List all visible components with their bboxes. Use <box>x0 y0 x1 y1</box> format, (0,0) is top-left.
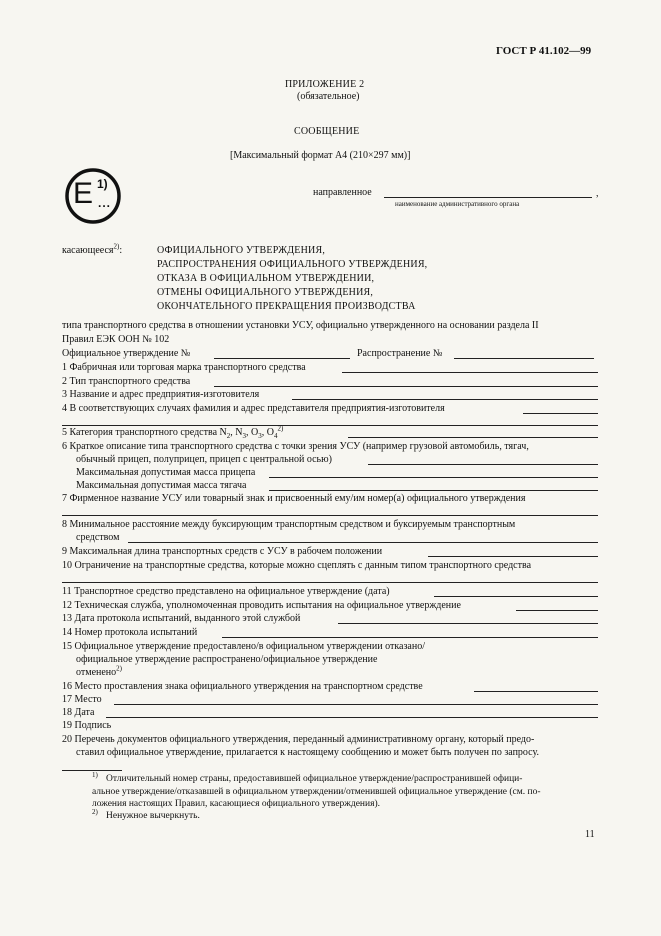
approval-mark-icon <box>62 168 126 224</box>
item-14-field[interactable] <box>222 637 598 638</box>
concerning-option-refusal: ОТКАЗА В ОФИЦИАЛЬНОМ УТВЕРЖДЕНИИ, <box>157 273 375 284</box>
item-10-label: 10 Ограничение на транспортные средства, которые можно сцеплять с данным типом транспортного средства <box>62 560 532 571</box>
sent-by-caption: наименование административного органа <box>395 200 520 208</box>
item-15-label-line-2: официальное утверждение распространено/официальное утверждение <box>76 654 378 665</box>
item-19-label: 19 Подпись <box>62 720 112 731</box>
intro-line-2: Правил ЕЭК ООН № 102 <box>62 334 170 345</box>
item-17-place-field[interactable] <box>114 704 598 705</box>
footnote-1-line-2: альное утверждение/отказавшей в официальном утверждении/отменившей официальное утверждение (см. по- <box>92 787 541 797</box>
item-6-description-field[interactable] <box>368 464 598 465</box>
item-15-label-line-1: 15 Официальное утверждение предоставлено/в официальном утверждении отказано/ <box>62 641 425 652</box>
approval-number-label: Официальное утверждение № <box>62 348 191 359</box>
footnote-2-line-1: Ненужное вычеркнуть. <box>106 811 200 821</box>
item-2-label: 2 Тип транспортного средства <box>62 376 191 387</box>
item-13-label: 13 Дата протокола испытаний, выданного этой службой <box>62 613 301 624</box>
item-9-label: 9 Максимальная длина транспортных средств с УСУ в рабочем положении <box>62 546 383 557</box>
item-20-label-line-1: 20 Перечень документов официального утверждения, переданный административному органу, который предо- <box>62 734 535 745</box>
footnote-2-marker: 2) <box>92 808 98 816</box>
item-5-label: 5 Категория транспортного средства $N_2$, $N_3$, $O_3$, $O_4^{2)}$ <box>62 424 284 440</box>
intro-line-1: типа транспортного средства в отношении установки УСУ, официально утвержденного на основании раздела II <box>62 320 539 331</box>
towing-max-mass-label: Максимальная допустимая масса тягача <box>76 480 247 491</box>
item-1-field[interactable] <box>342 372 598 373</box>
footnote-1-line-1: Отличительный номер страны, предоставившей официальное утверждение/распространившей офици- <box>106 774 523 784</box>
sent-by-comma: , <box>596 188 599 199</box>
form-title: СООБЩЕНИЕ <box>294 126 360 137</box>
mark-dots: ... <box>98 196 112 210</box>
item-7-label: 7 Фирменное название УСУ или товарный знак и присвоенный ему/им номер(а) официального утверждения <box>62 493 526 504</box>
item-16-label: 16 Место проставления знака официального утверждения на транспортном средстве <box>62 681 423 692</box>
item-12-label: 12 Техническая служба, уполномоченная проводить испытания на официальное утверждение <box>62 600 461 611</box>
item-9-field[interactable] <box>428 556 598 557</box>
mark-letter: E <box>73 177 94 210</box>
footnote-1-marker: 1) <box>92 771 98 779</box>
item-8-field[interactable] <box>128 542 598 543</box>
page-number: 11 <box>585 829 595 840</box>
item-10-field[interactable] <box>62 582 598 583</box>
format-note: [Максимальный формат А4 (210×297 мм)] <box>230 150 411 161</box>
item-15-label-line-3: отменено$^{2)}$ <box>76 664 122 678</box>
extension-number-label: Распространение № <box>357 348 443 359</box>
document-code: ГОСТ Р 41.102—99 <box>496 45 592 57</box>
concerning-option-withdrawal: ОТМЕНЫ ОФИЦИАЛЬНОГО УТВЕРЖДЕНИЯ, <box>157 287 374 298</box>
item-4-label: 4 В соответствующих случаях фамилия и адрес представителя предприятия-изготовителя <box>62 403 445 414</box>
item-7-field[interactable] <box>62 515 598 516</box>
concerning-option-approval: ОФИЦИАЛЬНОГО УТВЕРЖДЕНИЯ, <box>157 245 326 256</box>
item-17-label: 17 Место <box>62 694 102 705</box>
annex-status: (обязательное) <box>297 91 360 102</box>
item-12-field[interactable] <box>516 610 598 611</box>
item-14-label: 14 Номер протокола испытаний <box>62 627 198 638</box>
concerning-option-discontinued: ОКОНЧАТЕЛЬНОГО ПРЕКРАЩЕНИЯ ПРОИЗВОДСТВА <box>157 301 416 312</box>
item-16-field[interactable] <box>474 691 598 692</box>
item-8-label-line-1: 8 Минимальное расстояние между буксирующим транспортным средством и буксируемым транспортным <box>62 519 516 530</box>
item-5-field[interactable] <box>348 437 598 438</box>
mark-superscript: 1) <box>97 177 108 191</box>
annex-title: ПРИЛОЖЕНИЕ 2 <box>285 79 365 90</box>
towing-max-mass-field[interactable] <box>269 490 598 491</box>
trailer-max-mass-field[interactable] <box>269 477 598 478</box>
item-3-label: 3 Название и адрес предприятия-изготовителя <box>62 389 260 400</box>
extension-number-field[interactable] <box>454 358 594 359</box>
item-8-label-line-2: средством <box>76 532 120 543</box>
item-11-label: 11 Транспортное средство представлено на официальное утверждение (дата) <box>62 586 390 597</box>
item-4-field[interactable] <box>523 413 598 414</box>
concerning-label: касающееся$^{2)}$: <box>62 242 123 256</box>
sent-by-field[interactable] <box>384 197 592 198</box>
item-3-field[interactable] <box>292 399 598 400</box>
item-13-field[interactable] <box>338 623 598 624</box>
item-20-label-line-2: ставил официальное утверждение, прилагается к настоящему сообщению и может быть получен по запросу. <box>76 747 539 758</box>
concerning-option-extension: РАСПРОСТРАНЕНИЯ ОФИЦИАЛЬНОГО УТВЕРЖДЕНИЯ, <box>157 259 428 270</box>
item-18-label: 18 Дата <box>62 707 95 718</box>
footnote-1-line-3: ложения настоящих Правил, касающиеся официального утверждения). <box>92 799 381 809</box>
sent-by-label: направленное <box>313 187 372 198</box>
item-6-label-line-2: обычный прицеп, полуприцеп, прицеп с центральной осью) <box>76 454 332 465</box>
trailer-max-mass-label: Максимальная допустимая масса прицепа <box>76 467 256 478</box>
item-1-label: 1 Фабричная или торговая марка транспортного средства <box>62 362 306 373</box>
approval-number-field[interactable] <box>214 358 350 359</box>
item-6-label-line-1: 6 Краткое описание типа транспортного средства с точки зрения УСУ (например грузовой автомобиль, тягач, <box>62 441 529 452</box>
item-11-field[interactable] <box>434 596 598 597</box>
item-2-field[interactable] <box>214 386 598 387</box>
item-18-date-field[interactable] <box>106 717 598 718</box>
